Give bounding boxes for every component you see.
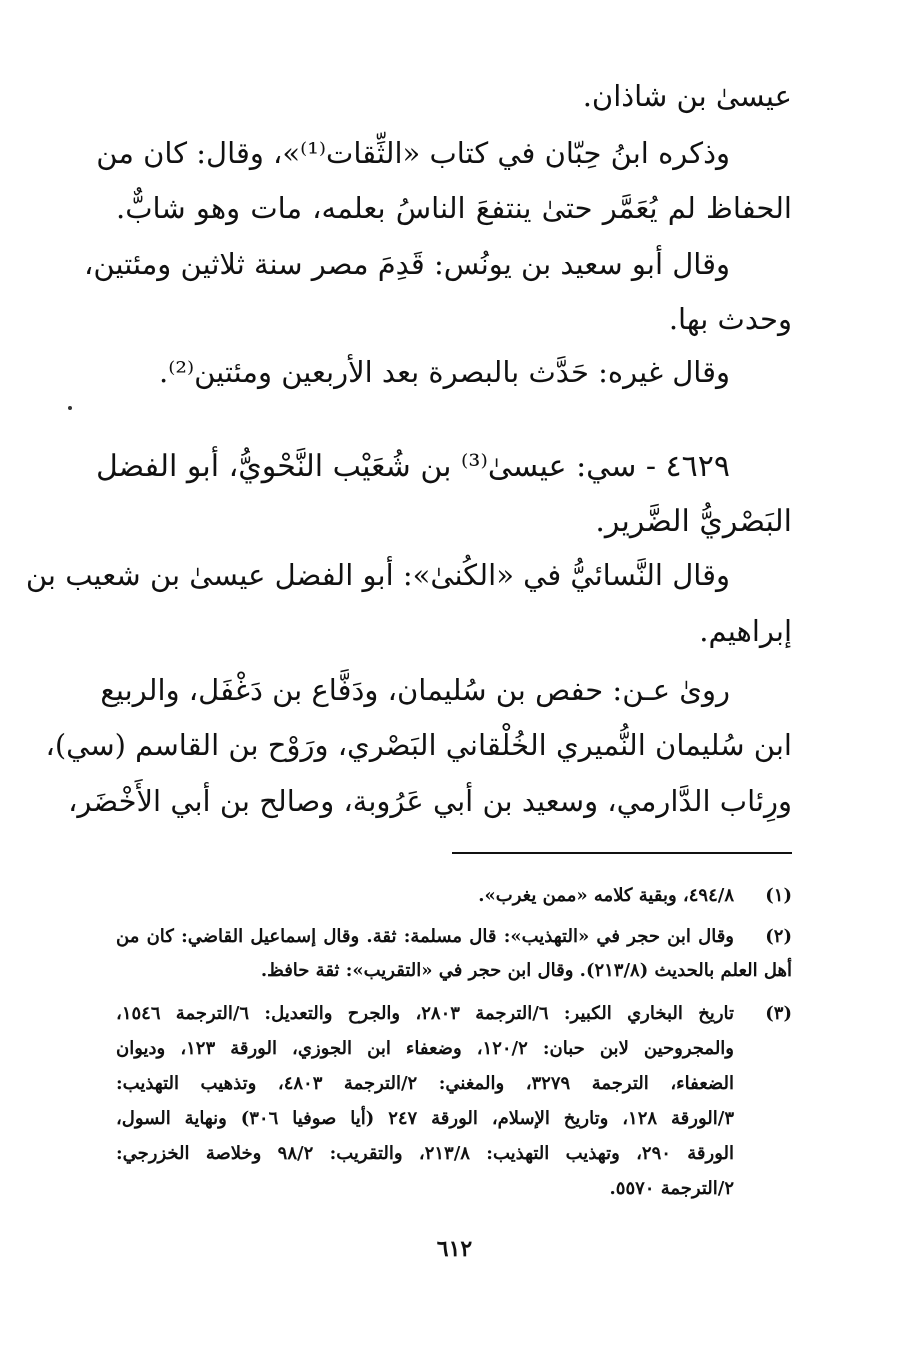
text-line: ورِئاب الدَّارمي، وسعيد بن أبي عَرُوبة، وصالح بن أبي الأَخْضَر،: [68, 784, 792, 818]
footnote-number: (٢): [765, 926, 792, 947]
footnote-text: والمجروحين لابن حبان: ١٢٠/٢، وضعفاء ابن الجوزي، الورقة ١٢٣، وديوان: [116, 1038, 735, 1059]
text-line: وقال النَّسائيُّ في «الكُنىٰ»: أبو الفضل عيسىٰ بن شعيب بن: [25, 558, 730, 592]
footnote-number: (١): [765, 885, 792, 906]
text-line: وقال غيره: حَدَّث بالبصرة بعد الأربعين ومئتين⁽²⁾.: [159, 355, 730, 389]
stray-mark: [68, 406, 72, 410]
footnote-number: (٣): [765, 1003, 792, 1024]
entry-heading: ٤٦٢٩ - سي: عيسىٰ⁽³⁾ بن شُعَيْب النَّحْويُّ، أبو الفضل: [95, 449, 730, 484]
footnote: [116, 1000, 792, 1028]
footnote-text: وقال ابن حجر في «التهذيب»: قال مسلمة: ثقة. وقال إسماعيل القاضي: كان من: [116, 926, 734, 947]
text-line: إبراهيم.: [699, 614, 792, 648]
text-line: ابن سُليمان النُّميري الخُلْقاني البَصْري، ورَوْح بن القاسم (سي)،: [45, 728, 792, 762]
footnote-text: ٤٩٤/٨، وبقية كلامه «ممن يغرب».: [478, 885, 734, 906]
footnote: [116, 882, 792, 910]
footnote-text: تاريخ البخاري الكبير: ٦/الترجمة ٢٨٠٣، والجرح والتعديل: ٦/الترجمة ١٥٤٦،: [116, 1003, 735, 1024]
text-line: وذكره ابنُ حِبّان في كتاب «الثِّقات⁽¹⁾»، وقال: كان من: [96, 136, 730, 170]
footnote-separator: [452, 852, 792, 854]
text-line: رویٰ عـن: حفص بن سُليمان، ودَفَّاع بن دَغْفَل، والربيع: [100, 673, 730, 707]
text-line: عيسىٰ بن شاذان.: [582, 79, 792, 113]
text-line: الحفاظ لم يُعَمَّر حتىٰ ينتفعَ الناسُ بعلمه، مات وهو شابٌّ.: [116, 191, 792, 225]
footnote-text: الورقة ٢٩٠، وتهذيب التهذيب: ٢١٣/٨، والتقريب: ٩٨/٢ وخلاصة الخزرجي:: [116, 1143, 735, 1164]
footnote-text: ٣/الورقة ١٢٨، وتاريخ الإسلام، الورقة ٢٤٧ (أيا صوفيا ٣٠٦) ونهاية السول،: [116, 1108, 734, 1129]
footnote-text: ٢/الترجمة ٥٥٧٠.: [609, 1178, 734, 1199]
footnote: [116, 923, 792, 951]
text-line: البَصْريُّ الضَّرير.: [595, 504, 792, 539]
footnote-text: أهل العلم بالحديث (٢١٣/٨). وقال ابن حجر في «التقريب»: ثقة حافظ.: [260, 960, 792, 981]
footnote-text: الضعفاء، الترجمة ٣٢٧٩، والمغني: ٢/الترجمة ٤٨٠٣، وتذهيب التهذيب:: [116, 1073, 734, 1094]
text-line: وقال أبو سعيد بن يونُس: قَدِمَ مصر سنة ثلاثين ومئتين،: [84, 247, 730, 281]
text-line: وحدث بها.: [668, 302, 792, 336]
page-number: ٦١٢: [436, 1236, 473, 1262]
